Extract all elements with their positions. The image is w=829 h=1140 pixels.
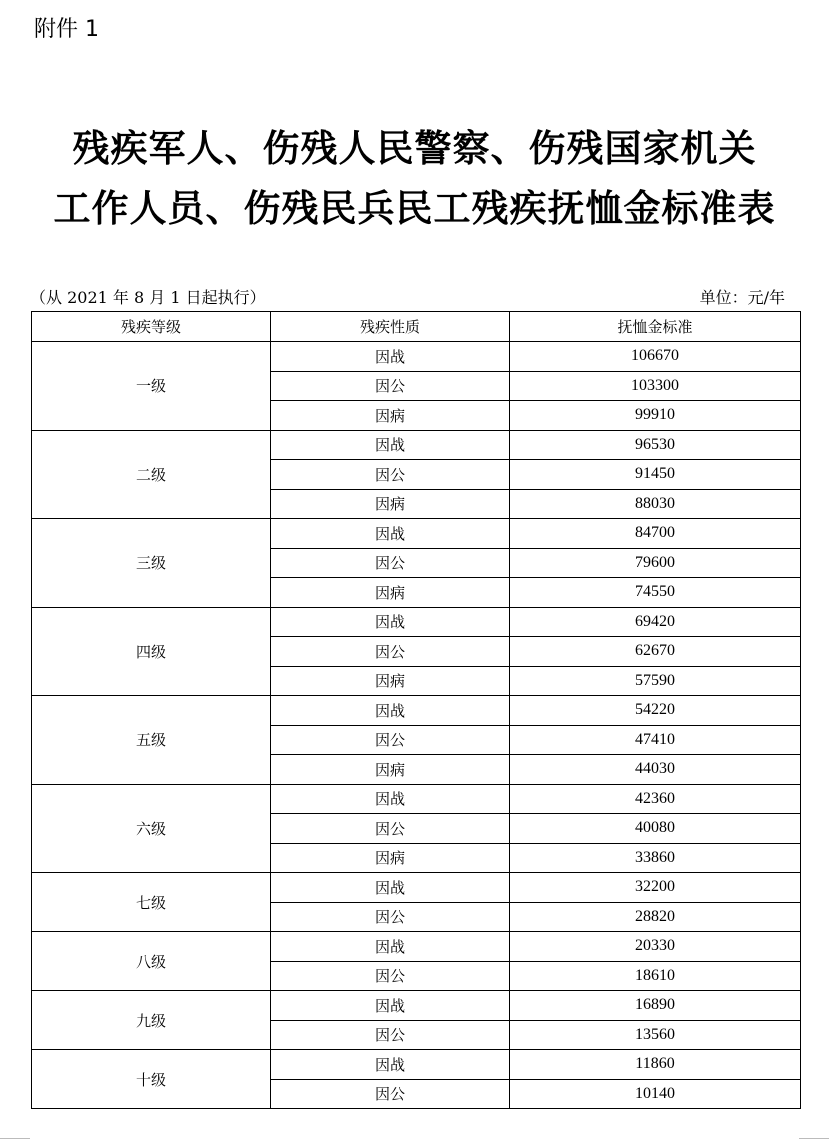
header-pension-standard: 抚恤金标准	[510, 312, 801, 342]
pension-amount-cell: 20330	[510, 932, 801, 962]
disability-level-cell: 七级	[32, 873, 271, 932]
header-disability-nature: 残疾性质	[271, 312, 510, 342]
disability-nature-cell: 因公	[271, 1079, 510, 1109]
disability-nature-cell: 因战	[271, 784, 510, 814]
pension-amount-cell: 11860	[510, 1050, 801, 1080]
pension-amount-cell: 13560	[510, 1020, 801, 1050]
pension-amount-cell: 10140	[510, 1079, 801, 1109]
table-row	[32, 696, 801, 726]
disability-nature-cell: 因病	[271, 755, 510, 785]
disability-nature-cell: 因战	[271, 873, 510, 903]
disability-nature-cell: 因病	[271, 489, 510, 519]
pension-amount-cell: 84700	[510, 519, 801, 549]
pension-amount-cell: 103300	[510, 371, 801, 401]
pension-amount-cell: 42360	[510, 784, 801, 814]
disability-nature-cell: 因公	[271, 460, 510, 490]
disability-nature-cell: 因公	[271, 1020, 510, 1050]
pension-amount-cell: 69420	[510, 607, 801, 637]
attachment-label: 附件 1	[34, 17, 99, 42]
pension-standard-table	[31, 311, 801, 1109]
disability-level-cell: 一级	[32, 342, 271, 431]
disability-nature-cell: 因公	[271, 371, 510, 401]
table-row	[32, 519, 801, 549]
disability-nature-cell: 因战	[271, 607, 510, 637]
table-row	[32, 873, 801, 903]
disability-nature-cell: 因病	[271, 666, 510, 696]
pension-amount-cell: 88030	[510, 489, 801, 519]
disability-level-cell: 十级	[32, 1050, 271, 1109]
pension-amount-cell: 16890	[510, 991, 801, 1021]
pension-amount-cell: 18610	[510, 961, 801, 991]
title-line-2: 工作人员、伤残民兵民工残疾抚恤金标准表	[53, 186, 776, 230]
pension-amount-cell: 33860	[510, 843, 801, 873]
disability-nature-cell: 因战	[271, 342, 510, 372]
disability-nature-cell: 因战	[271, 932, 510, 962]
disability-nature-cell: 因病	[271, 843, 510, 873]
page-edge-mark	[799, 1138, 829, 1139]
pension-amount-cell: 40080	[510, 814, 801, 844]
table-row	[32, 784, 801, 814]
pension-amount-cell: 28820	[510, 902, 801, 932]
pension-amount-cell: 74550	[510, 578, 801, 608]
table-row	[32, 430, 801, 460]
disability-nature-cell: 因战	[271, 1050, 510, 1080]
disability-nature-cell: 因公	[271, 902, 510, 932]
disability-nature-cell: 因战	[271, 519, 510, 549]
disability-nature-cell: 因公	[271, 637, 510, 667]
pension-amount-cell: 54220	[510, 696, 801, 726]
disability-nature-cell: 因公	[271, 961, 510, 991]
disability-nature-cell: 因战	[271, 991, 510, 1021]
pension-amount-cell: 44030	[510, 755, 801, 785]
disability-nature-cell: 因公	[271, 548, 510, 578]
pension-amount-cell: 32200	[510, 873, 801, 903]
effective-date-note: （从 2021 年 8 月 1 日起执行）	[30, 288, 266, 307]
disability-level-cell: 三级	[32, 519, 271, 608]
table-row	[32, 342, 801, 372]
disability-level-cell: 四级	[32, 607, 271, 696]
table-row	[32, 1050, 801, 1080]
disability-level-cell: 八级	[32, 932, 271, 991]
disability-nature-cell: 因战	[271, 430, 510, 460]
table-body	[32, 342, 801, 1109]
disability-nature-cell: 因公	[271, 814, 510, 844]
pension-amount-cell: 79600	[510, 548, 801, 578]
table-row	[32, 932, 801, 962]
disability-level-cell: 六级	[32, 784, 271, 873]
unit-note: 单位：元/年	[699, 288, 785, 307]
disability-nature-cell: 因公	[271, 725, 510, 755]
pension-amount-cell: 91450	[510, 460, 801, 490]
disability-level-cell: 五级	[32, 696, 271, 785]
pension-amount-cell: 47410	[510, 725, 801, 755]
disability-nature-cell: 因病	[271, 578, 510, 608]
page-edge-mark	[0, 1138, 30, 1139]
title-line-1: 残疾军人、伤残人民警察、伤残国家机关	[72, 126, 757, 170]
document-title	[0, 118, 829, 238]
pension-amount-cell: 99910	[510, 401, 801, 431]
pension-amount-cell: 57590	[510, 666, 801, 696]
disability-level-cell: 九级	[32, 991, 271, 1050]
disability-level-cell: 二级	[32, 430, 271, 519]
pension-amount-cell: 62670	[510, 637, 801, 667]
pension-amount-cell: 96530	[510, 430, 801, 460]
pension-amount-cell: 106670	[510, 342, 801, 372]
table-row	[32, 607, 801, 637]
table-header-row	[32, 312, 801, 342]
disability-nature-cell: 因战	[271, 696, 510, 726]
disability-nature-cell: 因病	[271, 401, 510, 431]
header-disability-level: 残疾等级	[32, 312, 271, 342]
table-row	[32, 991, 801, 1021]
